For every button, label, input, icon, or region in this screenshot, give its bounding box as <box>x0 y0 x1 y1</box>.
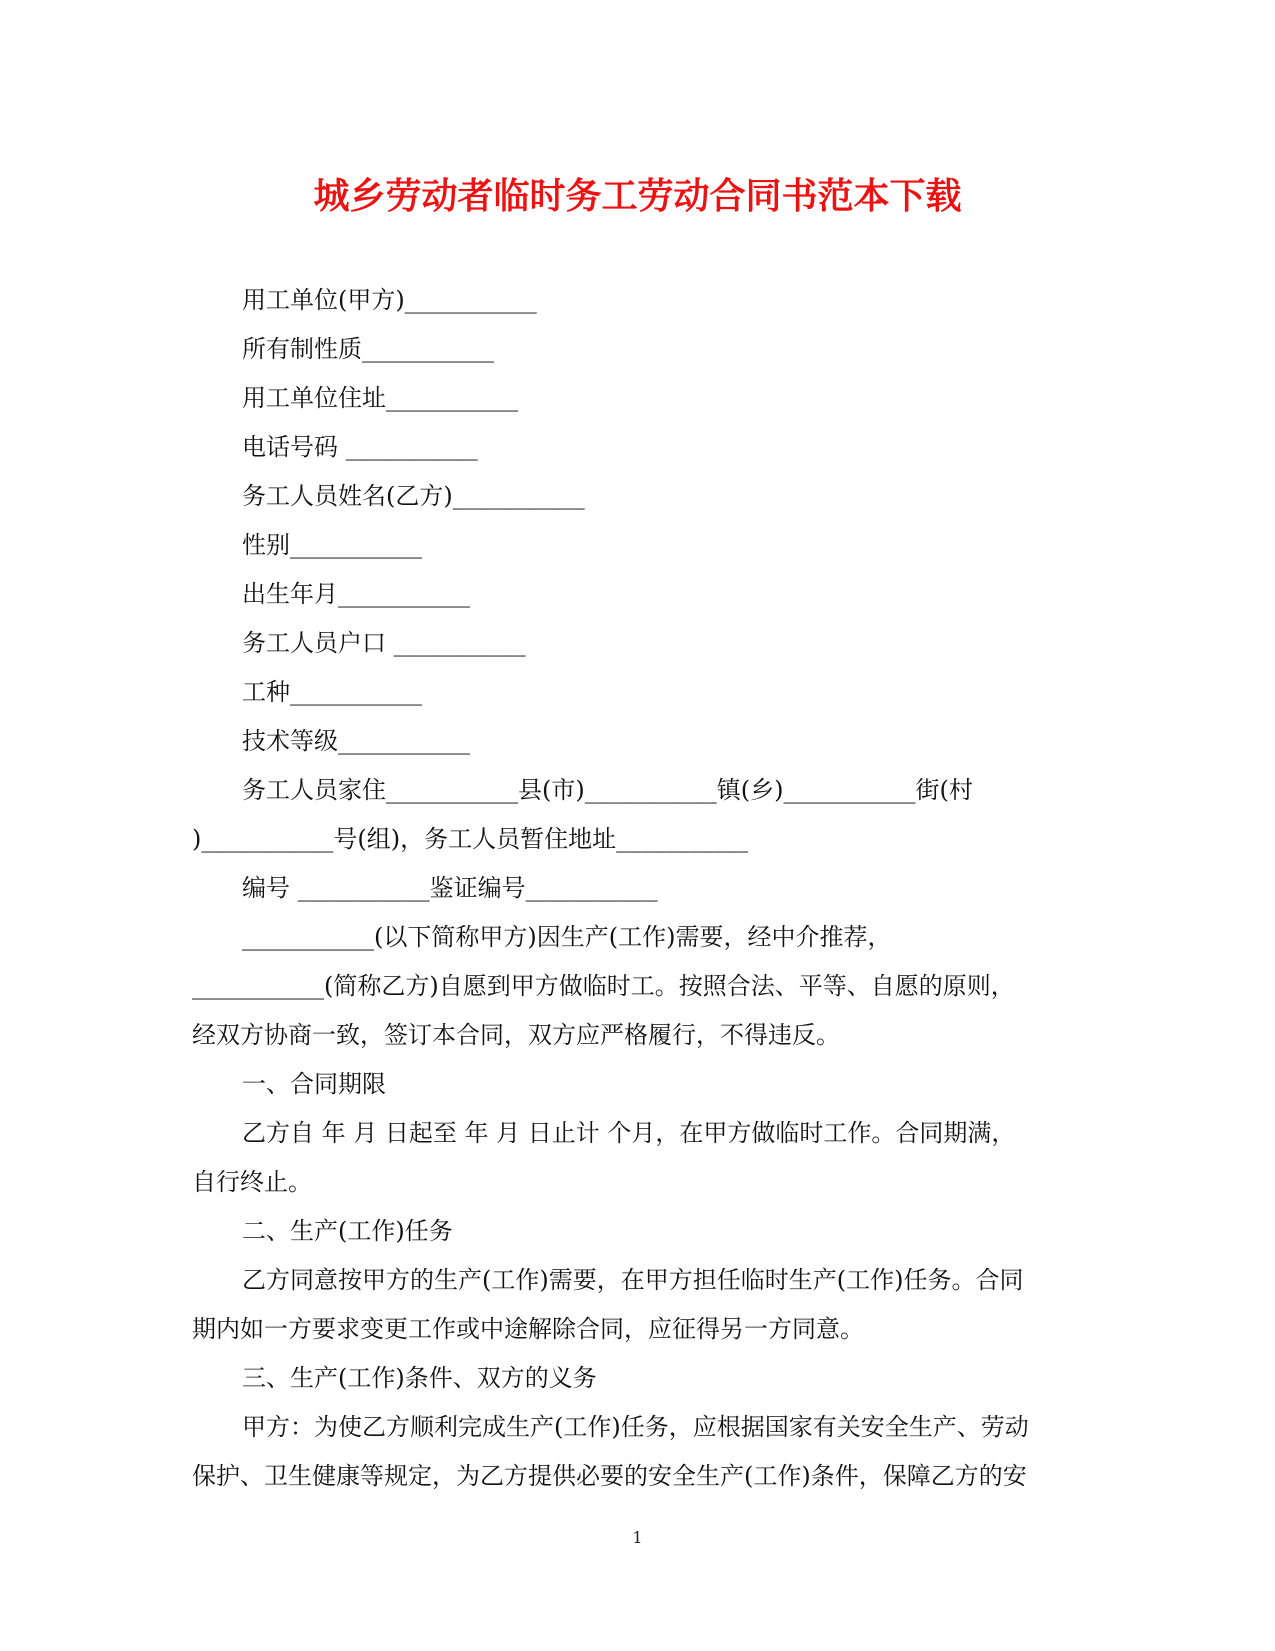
field-skill-level: 技术等级___________ <box>242 727 470 755</box>
paragraph-contract-term-line-2: 自行终止。 <box>192 1168 312 1196</box>
field-home-address-continued: )___________号(组)，务工人员暂住地址___________ <box>192 825 749 853</box>
field-birth-date: 出生年月___________ <box>242 580 470 608</box>
paragraph-intro-line-2: ___________(简称乙方)自愿到甲方做临时工。按照合法、平等、自愿的原则， <box>192 972 1015 1000</box>
field-job-type: 工种___________ <box>242 678 422 706</box>
document-body <box>192 276 1072 1501</box>
field-home-address: 务工人员家住___________县(市)___________镇(乡)___________街(村 <box>242 776 973 804</box>
field-employer: 用工单位(甲方)___________ <box>242 286 537 314</box>
paragraph-contract-term-line-1: 乙方自 年 月 日起至 年 月 日止计 个月，在甲方做临时工作。合同期满， <box>242 1119 1016 1147</box>
paragraph-work-tasks-line-1: 乙方同意按甲方的生产(工作)需要，在甲方担任临时生产(工作)任务。合同 <box>242 1266 1024 1294</box>
field-household-registration: 务工人员户口 ___________ <box>242 629 526 657</box>
field-contract-number: 编号 ___________鉴证编号___________ <box>242 874 658 902</box>
document-title: 城乡劳动者临时务工劳动合同书范本下载 <box>313 175 962 217</box>
paragraph-intro-line-3: 经双方协商一致，签订本合同，双方应严格履行，不得违反。 <box>192 1021 840 1049</box>
paragraph-work-tasks-line-2: 期内如一方要求变更工作或中途解除合同，应征得另一方同意。 <box>192 1315 864 1343</box>
page-number: 1 <box>632 1528 643 1547</box>
paragraph-party-a-line-1: 甲方：为使乙方顺利完成生产(工作)任务，应根据国家有关安全生产、劳动 <box>242 1413 1029 1441</box>
paragraph-party-a-line-2: 保护、卫生健康等规定，为乙方提供必要的安全生产(工作)条件，保障乙方的安 <box>192 1462 1027 1490</box>
paragraph-intro-line-1: ___________(以下简称甲方)因生产(工作)需要，经中介推荐， <box>242 923 892 951</box>
field-phone: 电话号码 ___________ <box>242 433 478 461</box>
section-heading-work-tasks: 二、生产(工作)任务 <box>242 1217 453 1245</box>
field-gender: 性别___________ <box>242 531 422 559</box>
field-worker-name: 务工人员姓名(乙方)___________ <box>242 482 585 510</box>
field-employer-address: 用工单位住址___________ <box>242 384 518 412</box>
section-heading-conditions-obligations: 三、生产(工作)条件、双方的义务 <box>242 1364 597 1392</box>
section-heading-contract-term: 一、合同期限 <box>242 1070 386 1098</box>
field-ownership: 所有制性质___________ <box>242 335 494 363</box>
